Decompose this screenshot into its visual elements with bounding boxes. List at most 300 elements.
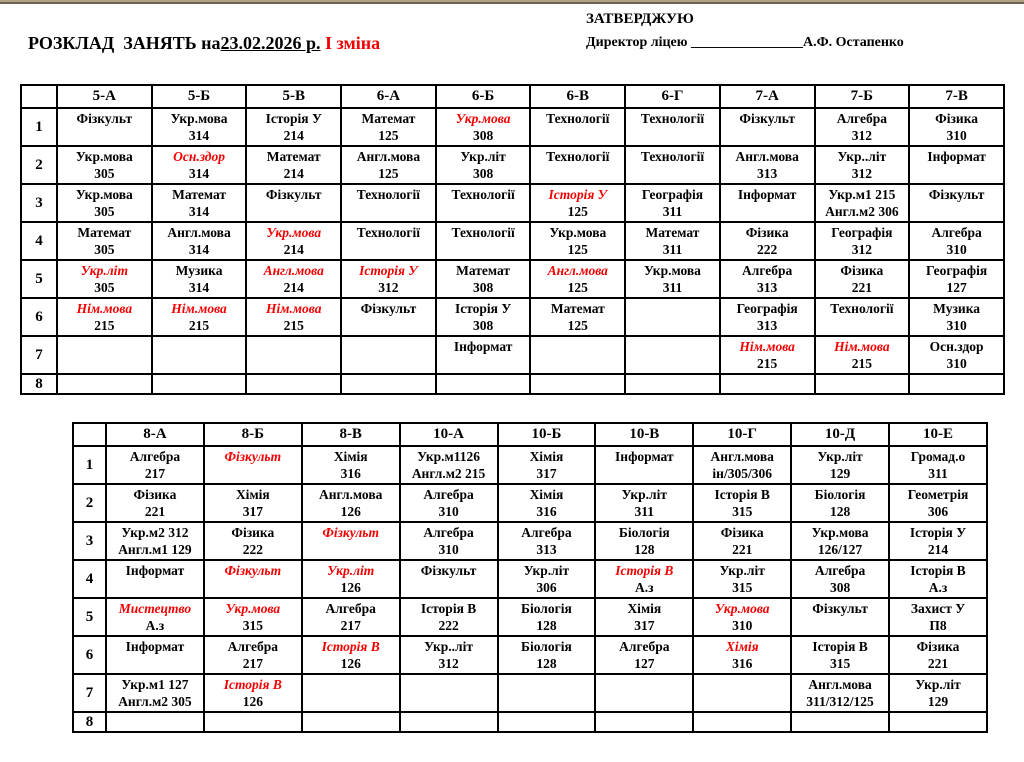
column-header-10-Д: 10-Д	[791, 423, 889, 446]
room-text: Англ.м2 215	[411, 466, 486, 481]
room-text: 128	[634, 542, 655, 557]
subject-text: Англ.мова	[318, 487, 383, 502]
room-text: П8	[929, 618, 947, 633]
subject-text: Фізкульт	[739, 111, 795, 126]
subject-text: Фізкульт	[322, 525, 379, 540]
room-text: 127	[634, 656, 655, 671]
room-text: 306	[927, 504, 949, 519]
timetable-cell-6-Б-6	[436, 298, 531, 336]
subject-text: Захист У	[910, 601, 966, 616]
room-text: А.з	[635, 580, 654, 595]
timetable-cell-8-А-1	[106, 446, 204, 484]
subject-text: Англ.мова	[547, 263, 608, 278]
timetable-cell-7-Б-1	[815, 108, 910, 146]
timetable-cell-10-Д-4	[791, 560, 889, 598]
timetable-cell-10-А-4	[400, 560, 498, 598]
timetable-cell-10-Г-5	[693, 598, 791, 636]
subject-text: Математ	[456, 263, 511, 278]
timetable-cell-6-Г-2	[625, 146, 720, 184]
column-header-5-Б: 5-Б	[152, 85, 247, 108]
room-text: 311	[662, 204, 683, 219]
timetable-cell-10-Г-2	[693, 484, 791, 522]
column-header-10-В: 10-В	[595, 423, 693, 446]
timetable-cell-5-В-6	[246, 298, 341, 336]
subject-text: Географія	[831, 225, 893, 240]
room-text: Англ.м2 305	[118, 694, 192, 709]
timetable-cell-7-В-4	[909, 222, 1004, 260]
timetable-cell-6-В-3	[530, 184, 625, 222]
timetable-cell-10-В-7	[595, 674, 693, 712]
room-text: 314	[188, 166, 210, 181]
column-header-8-В: 8-В	[302, 423, 400, 446]
timetable-cell-10-Б-2	[498, 484, 596, 522]
subject-text: Технології	[640, 111, 705, 126]
timetable-cell-5-А-4	[57, 222, 152, 260]
lesson-number: 4	[21, 222, 57, 260]
subject-text: Укр.м2 312	[121, 525, 189, 540]
column-header-6-В: 6-В	[530, 85, 625, 108]
subject-text: Історія В	[321, 639, 380, 654]
subject-text: Історія В	[420, 601, 477, 616]
timetable-cell-7-В-5	[909, 260, 1004, 298]
room-text: 311	[662, 280, 683, 295]
timetable-cell-6-Б-8	[436, 374, 531, 394]
timetable-cell-8-В-2	[302, 484, 400, 522]
subject-text: Математ	[550, 301, 605, 316]
subject-text: Фізкульт	[812, 601, 868, 616]
subject-text: Географія	[736, 301, 798, 316]
timetable-cell-10-Г-6	[693, 636, 791, 674]
timetable-cell-7-Б-3	[815, 184, 910, 222]
subject-text: Укр.м1126	[417, 449, 481, 464]
lesson-number: 2	[73, 484, 106, 522]
room-text: 317	[536, 466, 557, 481]
timetable-cell-7-Б-6	[815, 298, 910, 336]
subject-text: Нім.мова	[834, 339, 890, 354]
timetable-cell-5-А-1	[57, 108, 152, 146]
room-text: 311	[634, 504, 655, 519]
timetable-cell-7-В-1	[909, 108, 1004, 146]
timetable-cell-10-Б-8	[498, 712, 596, 732]
subject-text: Нім.мова	[739, 339, 795, 354]
room-text: 315	[242, 618, 263, 633]
timetable-cell-5-Б-6	[152, 298, 247, 336]
room-text: 126	[242, 694, 263, 709]
subject-text: Географія	[926, 263, 988, 278]
timetable-cell-6-В-5	[530, 260, 625, 298]
timetable-cell-6-Б-5	[436, 260, 531, 298]
timetable-cell-8-В-1	[302, 446, 400, 484]
subject-text: Математ	[645, 225, 700, 240]
subject-text: Математ	[172, 187, 226, 202]
timetable-cell-6-В-2	[530, 146, 625, 184]
timetable-cell-5-В-1	[246, 108, 341, 146]
timetable-cell-6-Г-4	[625, 222, 720, 260]
timetable-cell-10-В-3	[595, 522, 693, 560]
subject-text: Осн.здор	[173, 149, 225, 164]
timetable-cell-8-А-7	[106, 674, 204, 712]
timetable-cell-7-В-6	[909, 298, 1004, 336]
timetable-cell-10-Е-8	[889, 712, 987, 732]
timetable-cell-8-Б-5	[204, 598, 302, 636]
subject-text: Алгебра	[423, 487, 474, 502]
subject-text: Укр.літ	[719, 563, 765, 578]
subject-text: Алгебра	[836, 111, 887, 126]
timetable-cell-7-Б-4	[815, 222, 910, 260]
subject-text: Алгебра	[742, 263, 793, 278]
timetable-cell-10-Б-7	[498, 674, 596, 712]
room-text: 221	[144, 504, 166, 519]
timetable-cell-10-В-4	[595, 560, 693, 598]
room-text: 308	[472, 166, 494, 181]
subject-text: Історія У	[265, 111, 322, 126]
timetable-cell-5-Б-4	[152, 222, 247, 260]
timetable-cell-10-Д-1	[791, 446, 889, 484]
room-text: 305	[94, 280, 115, 295]
timetable-cell-10-Б-6	[498, 636, 596, 674]
timetable-cell-8-В-7	[302, 674, 400, 712]
corner-cell	[21, 85, 57, 108]
timetable-cell-5-Б-5	[152, 260, 247, 298]
lesson-number: 8	[73, 712, 106, 732]
room-text: 310	[946, 242, 967, 257]
timetable-cell-10-В-8	[595, 712, 693, 732]
subject-text: Укр.літ	[327, 563, 375, 578]
lesson-number: 8	[21, 374, 57, 394]
timetable-cell-6-Б-7	[436, 336, 531, 374]
room-text: 310	[946, 356, 967, 371]
timetable-cell-7-А-2	[720, 146, 815, 184]
subject-text: Фізкульт	[224, 563, 282, 578]
room-text: 306	[536, 580, 557, 595]
subject-text: Громад.о	[910, 449, 966, 464]
subject-text: Укр.мова	[266, 225, 322, 240]
timetable-cell-8-А-5	[106, 598, 204, 636]
room-text: 311	[662, 242, 683, 257]
subject-text: Англ.мова	[167, 225, 231, 240]
room-text: 312	[851, 128, 872, 143]
room-text: 316	[536, 504, 557, 519]
room-text: 305	[94, 242, 115, 257]
subject-text: Алгебра	[227, 639, 278, 654]
subject-text: Фізика	[133, 487, 177, 502]
column-header-10-Б: 10-Б	[498, 423, 596, 446]
subject-text: Технології	[640, 149, 705, 164]
room-text: 310	[732, 618, 753, 633]
timetable-cell-6-А-8	[341, 374, 436, 394]
timetable-cell-6-В-8	[530, 374, 625, 394]
subject-text: Інформат	[453, 339, 513, 354]
subject-text: Хімія	[725, 639, 759, 654]
subject-text: Історія У	[548, 187, 608, 202]
subject-text: Фізика	[916, 639, 960, 654]
room-text: 215	[757, 356, 778, 371]
room-text: 315	[732, 580, 753, 595]
room-text: Англ.м1 129	[118, 542, 192, 557]
room-text: А.з	[145, 618, 165, 633]
subject-text: Інформат	[737, 187, 797, 202]
subject-text: Хімія	[529, 449, 564, 464]
timetable-grades-5-7	[20, 84, 1005, 395]
column-header-6-Б: 6-Б	[436, 85, 531, 108]
room-text: 312	[851, 166, 872, 181]
room-text: 315	[732, 504, 753, 519]
timetable-cell-7-Б-5	[815, 260, 910, 298]
timetable-cell-8-А-6	[106, 636, 204, 674]
room-text: 312	[378, 280, 399, 295]
subject-text: Укр.м1 215	[828, 187, 896, 202]
subject-text: Фізика	[720, 525, 764, 540]
timetable-cell-8-В-5	[302, 598, 400, 636]
room-text: 313	[757, 166, 778, 181]
room-text: 215	[851, 356, 872, 371]
subject-text: Музика	[933, 301, 981, 316]
subject-text: Укр.літ	[460, 149, 506, 164]
room-text: 217	[340, 618, 361, 633]
lesson-number: 2	[21, 146, 57, 184]
timetable-cell-8-Б-3	[204, 522, 302, 560]
timetable-cell-10-Е-3	[889, 522, 987, 560]
room-text: 221	[732, 542, 753, 557]
room-text: 222	[438, 618, 459, 633]
timetable-cell-5-В-7	[246, 336, 341, 374]
timetable-cell-10-Е-1	[889, 446, 987, 484]
subject-text: Англ.мова	[808, 677, 872, 692]
timetable-cell-5-А-6	[57, 298, 152, 336]
subject-text: Географія	[641, 187, 704, 202]
subject-text: Хімія	[235, 487, 270, 502]
timetable-cell-10-Е-7	[889, 674, 987, 712]
column-header-7-В: 7-В	[909, 85, 1004, 108]
subject-text: Математ	[266, 149, 321, 164]
subject-text: Технології	[451, 225, 515, 240]
subject-text: Англ.мова	[263, 263, 324, 278]
timetable-cell-8-А-3	[106, 522, 204, 560]
subject-text: Фізика	[745, 225, 789, 240]
subject-text: Історія У	[909, 525, 967, 540]
timetable-cell-10-Е-2	[889, 484, 987, 522]
timetable-cell-5-А-2	[57, 146, 152, 184]
subject-text: Інформат	[125, 563, 185, 578]
subject-text: Історія В	[812, 639, 868, 654]
column-header-6-А: 6-А	[341, 85, 436, 108]
timetable-cell-6-Г-8	[625, 374, 720, 394]
timetable-cell-10-Д-3	[791, 522, 889, 560]
timetable-cell-10-Д-8	[791, 712, 889, 732]
column-header-10-Г: 10-Г	[693, 423, 791, 446]
subject-text: Інформат	[615, 449, 674, 464]
subject-text: Англ.мова	[735, 149, 799, 164]
subject-text: Хімія	[333, 449, 368, 464]
subject-text: Фізика	[231, 525, 275, 540]
room-text: 314	[188, 280, 210, 295]
room-text: 311/312/125	[806, 694, 874, 709]
timetable-cell-8-В-8	[302, 712, 400, 732]
subject-text: Мистецтво	[118, 601, 192, 616]
subject-text: Фізкульт	[224, 449, 282, 464]
lesson-number: 6	[21, 298, 57, 336]
timetable-cell-8-Б-7	[204, 674, 302, 712]
column-header-10-Е: 10-Е	[889, 423, 987, 446]
timetable-cell-10-А-8	[400, 712, 498, 732]
timetable-cell-5-В-5	[246, 260, 341, 298]
subject-text: Алгебра	[325, 601, 376, 616]
timetable-cell-8-В-6	[302, 636, 400, 674]
signature-line: ________________	[690, 35, 803, 50]
timetable-cell-8-А-2	[106, 484, 204, 522]
room-text: 308	[472, 318, 494, 333]
room-text: 317	[634, 618, 655, 633]
timetable-cell-8-А-8	[106, 712, 204, 732]
timetable-cell-10-А-7	[400, 674, 498, 712]
timetable-cell-7-А-5	[720, 260, 815, 298]
timetable-cell-8-А-4	[106, 560, 204, 598]
timetable-cell-10-А-1	[400, 446, 498, 484]
timetable-cell-10-Г-1	[693, 446, 791, 484]
timetable-cell-6-А-6	[341, 298, 436, 336]
room-text: 222	[757, 242, 778, 257]
room-text: А.з	[928, 580, 948, 595]
subject-text: Біологія	[814, 487, 866, 502]
timetable-cell-6-А-4	[341, 222, 436, 260]
room-text: 214	[283, 280, 304, 295]
subject-text: Математ	[361, 111, 416, 126]
room-text: 314	[188, 242, 210, 257]
subject-text: Укр.літ	[621, 487, 668, 502]
timetable-cell-10-Б-3	[498, 522, 596, 560]
approve-label: ЗАТВЕРДЖУЮ	[586, 11, 694, 27]
director-label: Директор ліцею	[586, 35, 691, 50]
timetable-cell-6-А-1	[341, 108, 436, 146]
corner-cell	[73, 423, 106, 446]
approval-block	[586, 11, 904, 51]
room-text: 221	[927, 656, 949, 671]
column-header-10-А: 10-А	[400, 423, 498, 446]
timetable-cell-10-Г-8	[693, 712, 791, 732]
room-text: 125	[567, 318, 588, 333]
subject-text: Укр.літ	[80, 263, 128, 278]
timetable-cell-10-Е-4	[889, 560, 987, 598]
lesson-number: 3	[73, 522, 106, 560]
lesson-number: 6	[73, 636, 106, 674]
subject-text: Алгебра	[619, 639, 670, 654]
room-text: 215	[94, 318, 115, 333]
timetable-cell-6-В-7	[530, 336, 625, 374]
subject-text: Нім.мова	[171, 301, 227, 316]
timetable-cell-8-Б-4	[204, 560, 302, 598]
title-date: 23.02.2026 р.	[220, 33, 321, 53]
subject-text: Укр.літ	[523, 563, 570, 578]
timetable-cell-6-Г-7	[625, 336, 720, 374]
room-text: 125	[378, 128, 399, 143]
lesson-number: 4	[73, 560, 106, 598]
subject-text: Хімія	[529, 487, 564, 502]
column-header-5-В: 5-В	[246, 85, 341, 108]
room-text: 311	[928, 466, 948, 481]
timetable-cell-6-А-2	[341, 146, 436, 184]
room-text: 310	[946, 318, 967, 333]
timetable-cell-6-Б-3	[436, 184, 531, 222]
timetable-cell-5-В-3	[246, 184, 341, 222]
timetable-cell-8-В-3	[302, 522, 400, 560]
subject-text: Укр.мова	[170, 111, 228, 126]
room-text: 128	[536, 618, 557, 633]
room-text: 310	[438, 504, 459, 519]
timetable-cell-5-Б-3	[152, 184, 247, 222]
timetable-cell-8-Б-8	[204, 712, 302, 732]
timetable-cell-5-Б-8	[152, 374, 247, 394]
room-text: 215	[283, 318, 304, 333]
room-text: Англ.м2 306	[825, 204, 899, 219]
subject-text: Алгебра	[423, 525, 474, 540]
timetable-cell-8-Б-1	[204, 446, 302, 484]
timetable-cell-10-А-6	[400, 636, 498, 674]
timetable-cell-6-Б-4	[436, 222, 531, 260]
room-text: 127	[946, 280, 967, 295]
subject-text: Укр.мова	[75, 149, 133, 164]
room-text: 222	[242, 542, 263, 557]
subject-text: Укр.мова	[549, 225, 607, 240]
timetable-cell-7-А-8	[720, 374, 815, 394]
subject-text: Музика	[175, 263, 223, 278]
timetable-grades-8-10	[72, 422, 988, 733]
room-text: 215	[188, 318, 210, 333]
subject-text: Укр.мова	[811, 525, 869, 540]
subject-text: Укр.мова	[644, 263, 701, 278]
room-text: 126	[340, 656, 361, 671]
timetable-cell-10-Е-5	[889, 598, 987, 636]
subject-text: Біологія	[521, 601, 572, 616]
subject-text: Укр.мова	[225, 601, 281, 616]
subject-text: Інформат	[125, 639, 185, 654]
timetable-cell-10-А-3	[400, 522, 498, 560]
room-text: 129	[829, 466, 851, 481]
room-text: 308	[472, 128, 494, 143]
room-text: 129	[927, 694, 949, 709]
room-text: 312	[438, 656, 459, 671]
room-text: 310	[946, 128, 967, 143]
timetable-cell-10-Д-6	[791, 636, 889, 674]
subject-text: Геометрія	[907, 487, 969, 502]
subject-text: Технології	[830, 301, 894, 316]
lesson-number: 1	[73, 446, 106, 484]
timetable-cell-8-Б-2	[204, 484, 302, 522]
room-text: 305	[94, 204, 115, 219]
room-text: 125	[567, 280, 588, 295]
subject-text: Фізкульт	[928, 187, 985, 202]
room-text: 217	[242, 656, 263, 671]
timetable-cell-10-Г-4	[693, 560, 791, 598]
timetable-cell-7-А-6	[720, 298, 815, 336]
subject-text: Укр.мова	[455, 111, 511, 126]
room-text: 128	[536, 656, 557, 671]
subject-text: Інформат	[927, 149, 986, 164]
subject-text: Біологія	[521, 639, 572, 654]
timetable-cell-10-Г-3	[693, 522, 791, 560]
timetable-cell-5-А-3	[57, 184, 152, 222]
timetable-cell-8-В-4	[302, 560, 400, 598]
room-text: 125	[378, 166, 399, 181]
room-text: 313	[757, 280, 778, 295]
subject-text: Англ.мова	[356, 149, 421, 164]
subject-text: Англ.мова	[710, 449, 774, 464]
timetable-cell-6-А-7	[341, 336, 436, 374]
timetable-cell-7-Б-8	[815, 374, 910, 394]
subject-text: Фізика	[935, 111, 979, 126]
room-text: 221	[851, 280, 872, 295]
subject-text: Історія В	[714, 487, 770, 502]
room-text: 312	[851, 242, 872, 257]
